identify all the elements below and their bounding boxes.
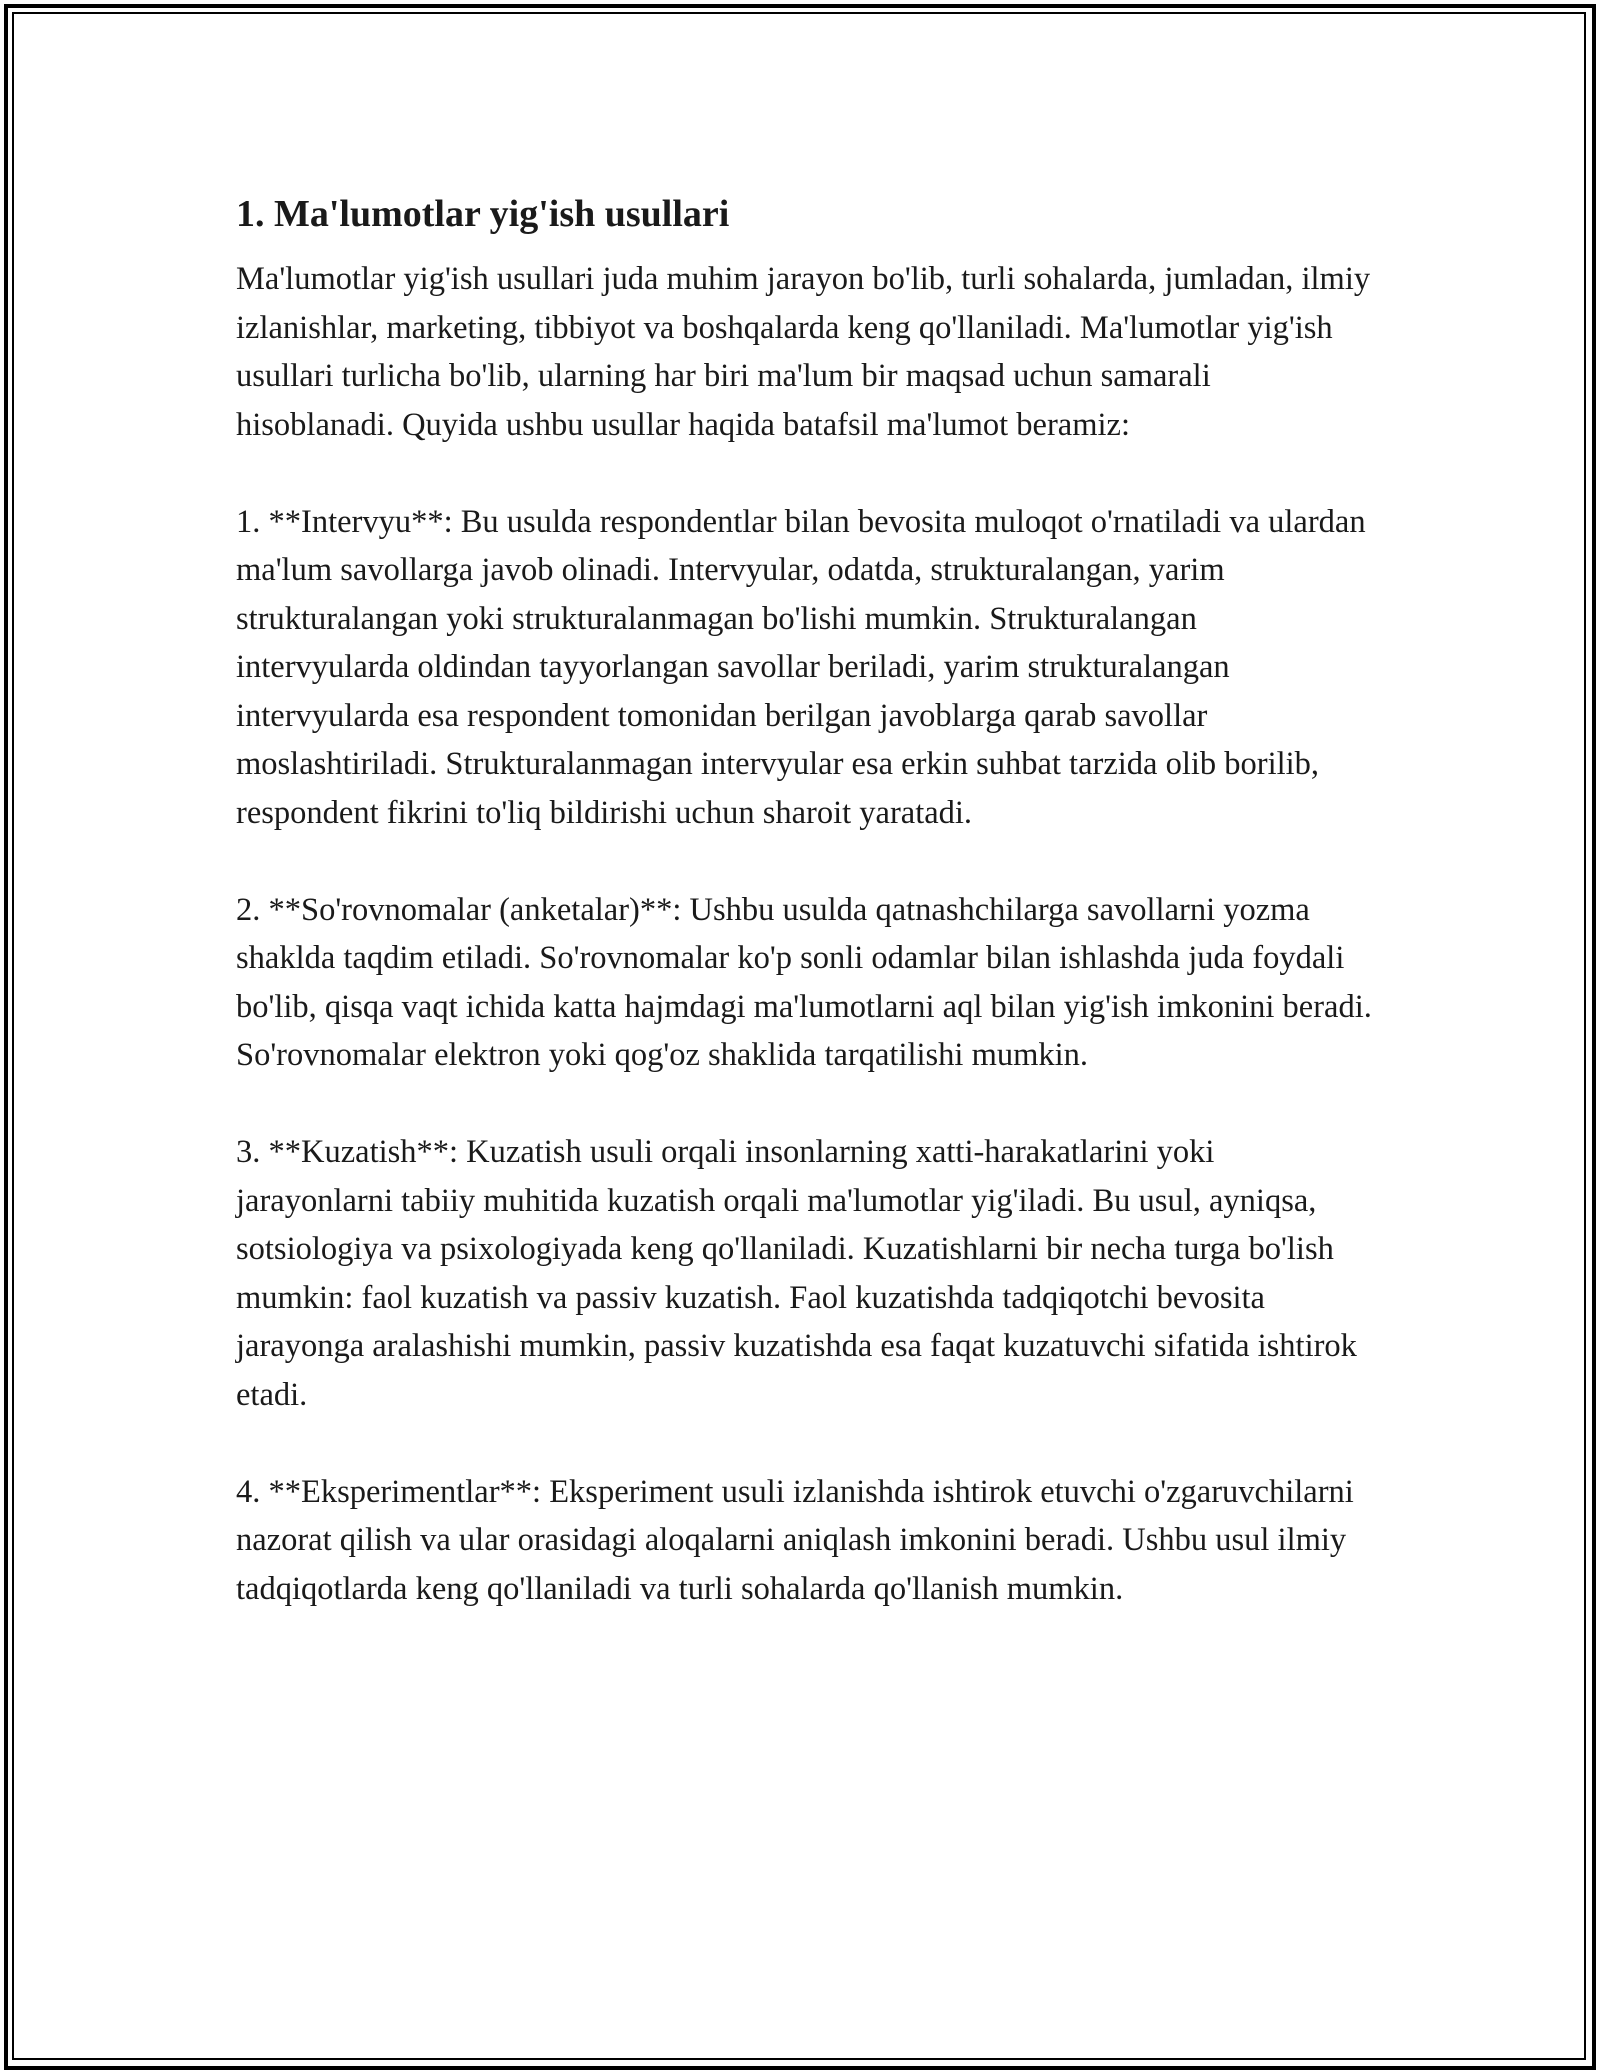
survey-paragraph: 2. **So'rovnomalar (anketalar)**: Ushbu usulda qatnashchilarga savollarni yozma shaklda taqdim etiladi. So'rovnomalar ko'p sonli odamlar bilan ishlashda juda foydali bo'lib, qisqa vaqt ichida katta hajmdagi ma'lumotlarni aql bilan yig'ish imkonini beradi. So'rovnomalar elektron yoki qog'oz shaklida tarqatilishi mumkin. xyxy=(236,891,1372,1073)
intro-paragraph: Ma'lumotlar yig'ish usullari juda muhim jarayon bo'lib, turli sohalarda, jumladan, ilmiy izlanishlar, marketing, tibbiyot va boshqalarda keng qo'llaniladi. Ma'lumotlar yig'ish usullari turlicha bo'lib, ularning har biri ma'lum bir maqsad uchun samarali hisoblanadi. Quyida ushbu usullar haqida batafsil ma'lumot beramiz: xyxy=(236,261,1371,443)
interview-paragraph: 1. **Intervyu**: Bu usulda respondentlar bilan bevosita muloqot o'rnatiladi va ulardan ma'lum savollarga javob olinadi. Intervyular, odatda, strukturalangan, yarim strukturalangan yoki strukturalanmagan bo'lishi mumkin. Strukturalangan intervyularda oldindan tayyorlangan savollar beriladi, yarim strukturalangan intervyularda esa respondent tomonidan berilgan javoblarga qarab savollar moslashtiriladi. Strukturalanmagan intervyular esa erkin suhbat tarzida olib borilib, respondent fikrini to'liq bildirishi uchun sharoit yaratadi. xyxy=(236,503,1366,831)
experiment-paragraph: 4. **Eksperimentlar**: Eksperiment usuli izlanishda ishtirok etuvchi o'zgaruvchilarni nazorat qilish va ular orasidagi aloqalarni aniqlash imkonini beradi. Ushbu usul ilmiy tadqiqotlarda keng qo'llaniladi va turli sohalarda qo'llanish mumkin. xyxy=(236,1473,1354,1607)
section-heading: 1. Ma'lumotlar yig'ish usullari xyxy=(236,193,730,235)
observation-paragraph: 3. **Kuzatish**: Kuzatish usuli orqali insonlarning xatti-harakatlarini yoki jarayonlarni tabiiy muhitida kuzatish orqali ma'lumotlar yig'iladi. Bu usul, ayniqsa, sotsiologiya va psixologiyada keng qo'llaniladi. Kuzatishlarni bir necha turga bo'lish mumkin: faol kuzatish va passiv kuzatish. Faol kuzatishda tadqiqotchi bevosita jarayonga aralashishi mumkin, passiv kuzatishda esa faqat kuzatuvchi sifatida ishtirok etadi. xyxy=(236,1134,1357,1413)
document-body xyxy=(236,185,1376,1662)
